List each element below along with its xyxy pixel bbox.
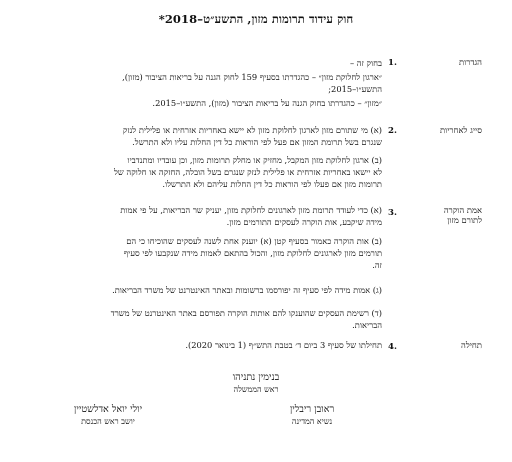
law-title: חוק עידוד תרומות מזון, התשע״ט–2018* — [158, 12, 354, 26]
section-3a-line: (א) כדי לעודד תרומת מזון לארגונים לחלוקת מזון, יעניק שר הבריאות, על פי אמות — [120, 205, 382, 215]
section-2a-line: שנגרם בשל תרומת המזון אם פעל לפי הוראות כל דין החלות עליו ולא התרשל. — [132, 137, 382, 147]
section-4-number: 4. — [388, 342, 397, 352]
section-2-number: 2. — [388, 126, 397, 136]
section-2b-line: לא יישאו באחריות אזרחית או פלילית לנזק שנגרם בשל הובלה, החזקה או חלוקה של — [114, 167, 382, 177]
section-3b-line: זה. — [372, 260, 382, 270]
signatory-name: יולי יואל אדלשטיין — [73, 404, 143, 415]
section-1-line: ״ארגון לחלוקת מזון״ – כהגדרתו בסעיף 159 לחוק הגנה על בריאות הציבור (מזון), — [122, 72, 382, 82]
signatory-role: יושב ראש הכנסת — [81, 417, 135, 426]
signatory-name: ראובן ריבלין — [289, 404, 335, 415]
section-3b-line: תורמים מזון לארגונים לחלוקת מזון, והכול בהתאם לאמות מידה שנקבעו לפי סעיף — [123, 248, 382, 258]
section-3-title-line-2: לתורם מזון — [447, 215, 482, 225]
section-3d-line: (ד) רשימת העסקים שהוענקו להם אותות הוקרה תפורסם באתר האינטרנט של משרד — [110, 308, 382, 318]
section-3-title-line-1: אמת הוקרה — [443, 205, 482, 215]
section-4-line: תחילתו של סעיף 3 ביום ד׳ בטבת התש״ף (1 בינואר 2020). — [185, 340, 382, 350]
section-3-number: 3. — [388, 208, 397, 218]
signatory-role: נשיא המדינה — [291, 417, 333, 426]
section-3c-line: (ג) אמות מידה לפי סעיף זה יפורסמו ברשומות ובאתר האינטרנט של משרד הבריאות. — [112, 285, 382, 295]
signature-president — [252, 404, 372, 426]
section-2a-line: (א) מי שתורם מזון לארגון לחלוקת מזון לא יישא באחריות אזרחית או פלילית לנזק — [122, 125, 382, 135]
section-2-title: סייג לאחריות — [439, 125, 482, 135]
signature-prime-minister — [196, 372, 316, 394]
section-3b-line: (ב) אות הוקרה כאמור בסעיף קטן (א) יוענק אחת לשנה לעסקים שהוכיחו כי הם — [126, 236, 382, 246]
section-1-title: הגדרות — [459, 57, 482, 67]
section-1-number: 1. — [388, 58, 397, 68]
section-2b-line: (ב) ארגון לחלוקת מזון המקבל, מחזיק או מחלק תרומות מזון, וכן עובדיו ומתנדביו — [127, 155, 382, 165]
section-4-title: תחילה — [461, 340, 482, 350]
signature-knesset-speaker — [38, 404, 178, 426]
section-1-line: ״מזון״ – כהגדרתו בחוק הגנה על בריאות הציבור (מזון), התשע״ו–2015. — [152, 98, 382, 108]
signatory-name: בנימין נתניהו — [232, 372, 280, 383]
section-3d-line: הבריאות. — [352, 320, 382, 330]
signatory-role: ראש הממשלה — [233, 385, 279, 394]
section-3a-line: מידה שיקבע, אות הוקרה לעסקים התורמים מזון. — [226, 217, 382, 227]
section-2b-line: תרומות מזון אם פעלו לפי הוראות כל דין החלות עליהם ולא התרשלו. — [162, 179, 382, 189]
section-1-line: בחוק זה – — [350, 58, 382, 68]
section-1-line: התשע״ו–2015; — [328, 84, 382, 94]
